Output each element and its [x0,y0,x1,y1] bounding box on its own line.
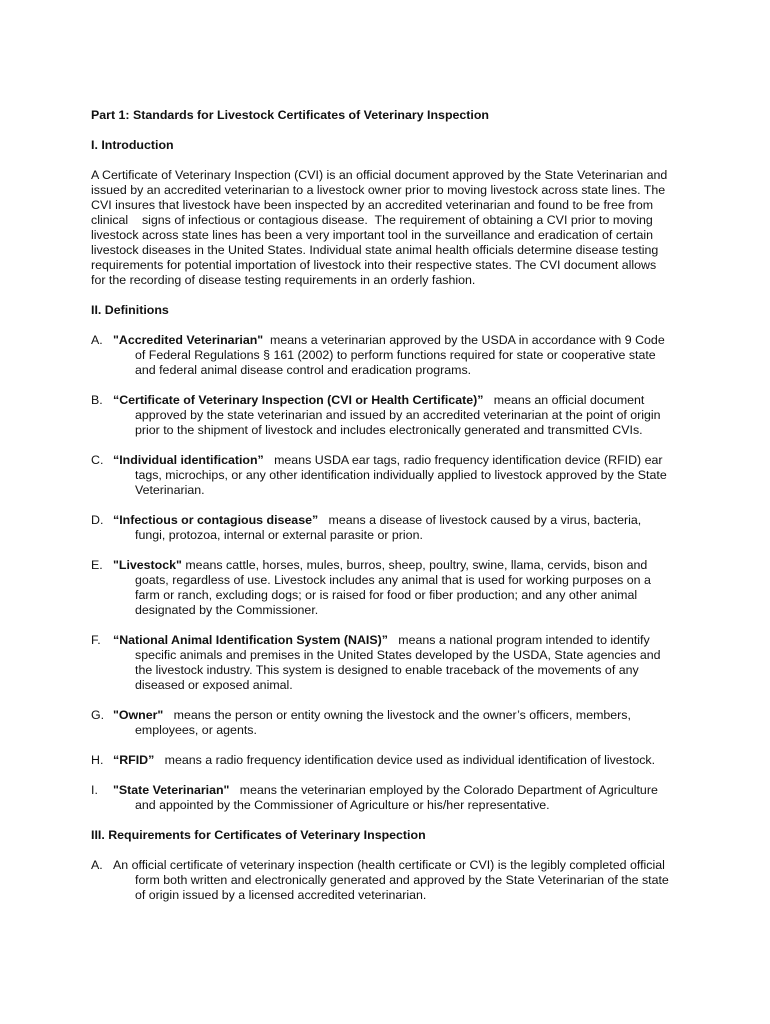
definition-first-line [113,333,691,348]
definition-first-line [113,513,691,528]
definition-body [113,633,691,693]
definition-first-line [113,393,691,408]
definition-letter: E. [91,558,103,572]
definition-line: designated by the Commissioner. [135,603,319,617]
definition-line: specific animals and premises in the United States developed by the USDA, State agencies and [135,648,661,662]
document-title: Part 1: Standards for Livestock Certificates of Veterinary Inspection [91,108,490,122]
definition-text: means a veterinarian approved by the USDA in accordance with 9 Code [263,333,665,347]
definition-body [113,513,691,543]
definition-line: farm or ranch, excluding dogs; or is raised for food or fiber production; and any other animal [135,588,638,602]
definition-letter: F. [91,633,101,647]
intro-line: issued by an accredited veterinarian to a livestock owner prior to moving livestock across state lines. The [91,183,666,197]
definition-text: means a national program intended to identify [387,633,650,647]
definition-line: diseased or exposed animal. [135,678,293,692]
requirement-line: of origin issued by a licensed accredited veterinarian. [135,888,427,902]
definition-item [91,708,691,738]
definition-item [91,333,691,378]
definition-letter: A. [91,333,103,347]
definition-body [113,558,691,618]
definition-letter: H. [91,753,104,767]
definition-line: and federal animal disease control and eradication programs. [135,363,472,377]
definition-body [113,753,691,768]
definition-body [113,333,691,378]
definition-line: Veterinarian. [135,483,205,497]
definition-text: means a disease of livestock caused by a virus, bacteria, [318,513,642,527]
requirement-first-line: An official certificate of veterinary inspection (health certificate or CVI) is the legibly completed official [113,858,665,872]
intro-line: CVI insures that livestock have been inspected by an accredited veterinarian and found to be free from [91,198,654,212]
definition-term: "Accredited Veterinarian" [113,333,264,347]
definition-line: tags, microchips, or any other identification individually applied to livestock approved by the State [135,468,667,482]
definition-term: “RFID” [113,753,155,767]
definition-text: means the veterinarian employed by the Colorado Department of Agriculture [229,783,658,797]
intro-line: requirements for potential importation of livestock into their respective states. The CVI document allows [91,258,657,272]
definition-item [91,783,691,813]
definition-first-line [113,783,691,798]
definition-text: means cattle, horses, mules, burros, sheep, poultry, swine, llama, cervids, bison and [181,558,648,572]
definition-first-line [113,453,691,468]
definition-line: employees, or agents. [135,723,257,737]
definition-body [113,453,691,498]
definition-item [91,558,691,618]
definition-line: goats, regardless of use. Livestock includes any animal that is used for working purposes on a [135,573,651,587]
definition-body [113,393,691,438]
definition-letter: C. [91,453,104,467]
definition-text: means a radio frequency identification device used as individual identification of livestock. [154,753,656,767]
definition-body [113,708,691,738]
intro-line: A Certificate of Veterinary Inspection (CVI) is an official document approved by the State Veterinarian and [91,168,668,182]
intro-heading: I. Introduction [91,138,174,152]
definition-line: the livestock industry. This system is designed to enable traceback of the movements of any [135,663,639,677]
definition-line: prior to the shipment of livestock and includes electronically generated and transmitted CVIs. [135,423,643,437]
definition-term: "Livestock" [113,558,182,572]
requirement-letter: A. [91,858,103,872]
requirement-body [113,858,691,903]
definition-line: and appointed by the Commissioner of Agriculture or his/her representative. [135,798,550,812]
definition-item [91,753,691,768]
definition-first-line [113,708,691,723]
definition-letter: I. [91,783,98,797]
definition-letter: G. [91,708,105,722]
requirements-list [91,858,691,903]
definition-text: means USDA ear tags, radio frequency identification device (RFID) ear [263,453,663,467]
definition-text: means the person or entity owning the livestock and the owner’s officers, members, [163,708,631,722]
definition-body [113,783,691,813]
intro-line: livestock across state lines has been a very important tool in the surveillance and eradication of certain [91,228,654,242]
document-body [91,108,691,903]
intro-line: clinical signs of infectious or contagious disease. The requirement of obtaining a CVI prior to moving [91,213,653,227]
definition-term: “Individual identification” [113,453,264,467]
definition-letter: B. [91,393,103,407]
definitions-list [91,333,691,813]
definition-first-line [113,753,691,768]
definitions-heading: II. Definitions [91,303,169,317]
intro-line: livestock diseases in the United States. Individual state animal health officials determine disease testing [91,243,659,257]
definition-item [91,513,691,543]
definition-term: "Owner" [113,708,164,722]
definition-letter: D. [91,513,104,527]
definition-item [91,633,691,693]
definition-item [91,393,691,438]
definition-text: means an official document [483,393,645,407]
intro-paragraph [91,168,691,288]
definition-term: “National Animal Identification System (NAIS)” [113,633,388,647]
definition-line: fungi, protozoa, internal or external parasite or prion. [135,528,423,542]
requirement-line: form both written and electronically generated and approved by the State Veterinarian of the state [135,873,669,887]
intro-line: for the recording of disease testing requirements in an orderly fashion. [91,273,476,287]
definition-item [91,453,691,498]
requirements-heading: III. Requirements for Certificates of Veterinary Inspection [91,828,426,842]
definition-line: approved by the state veterinarian and issued by an accredited veterinarian at the point of origin [135,408,661,422]
definition-term: "State Veterinarian" [113,783,230,797]
definition-first-line [113,633,691,648]
definition-line: of Federal Regulations § 161 (2002) to perform functions required for state or cooperative state [135,348,656,362]
definition-term: “Certificate of Veterinary Inspection (CVI or Health Certificate)” [113,393,484,407]
requirement-item [91,858,691,903]
definition-first-line [113,558,691,573]
definition-term: “Infectious or contagious disease” [113,513,319,527]
